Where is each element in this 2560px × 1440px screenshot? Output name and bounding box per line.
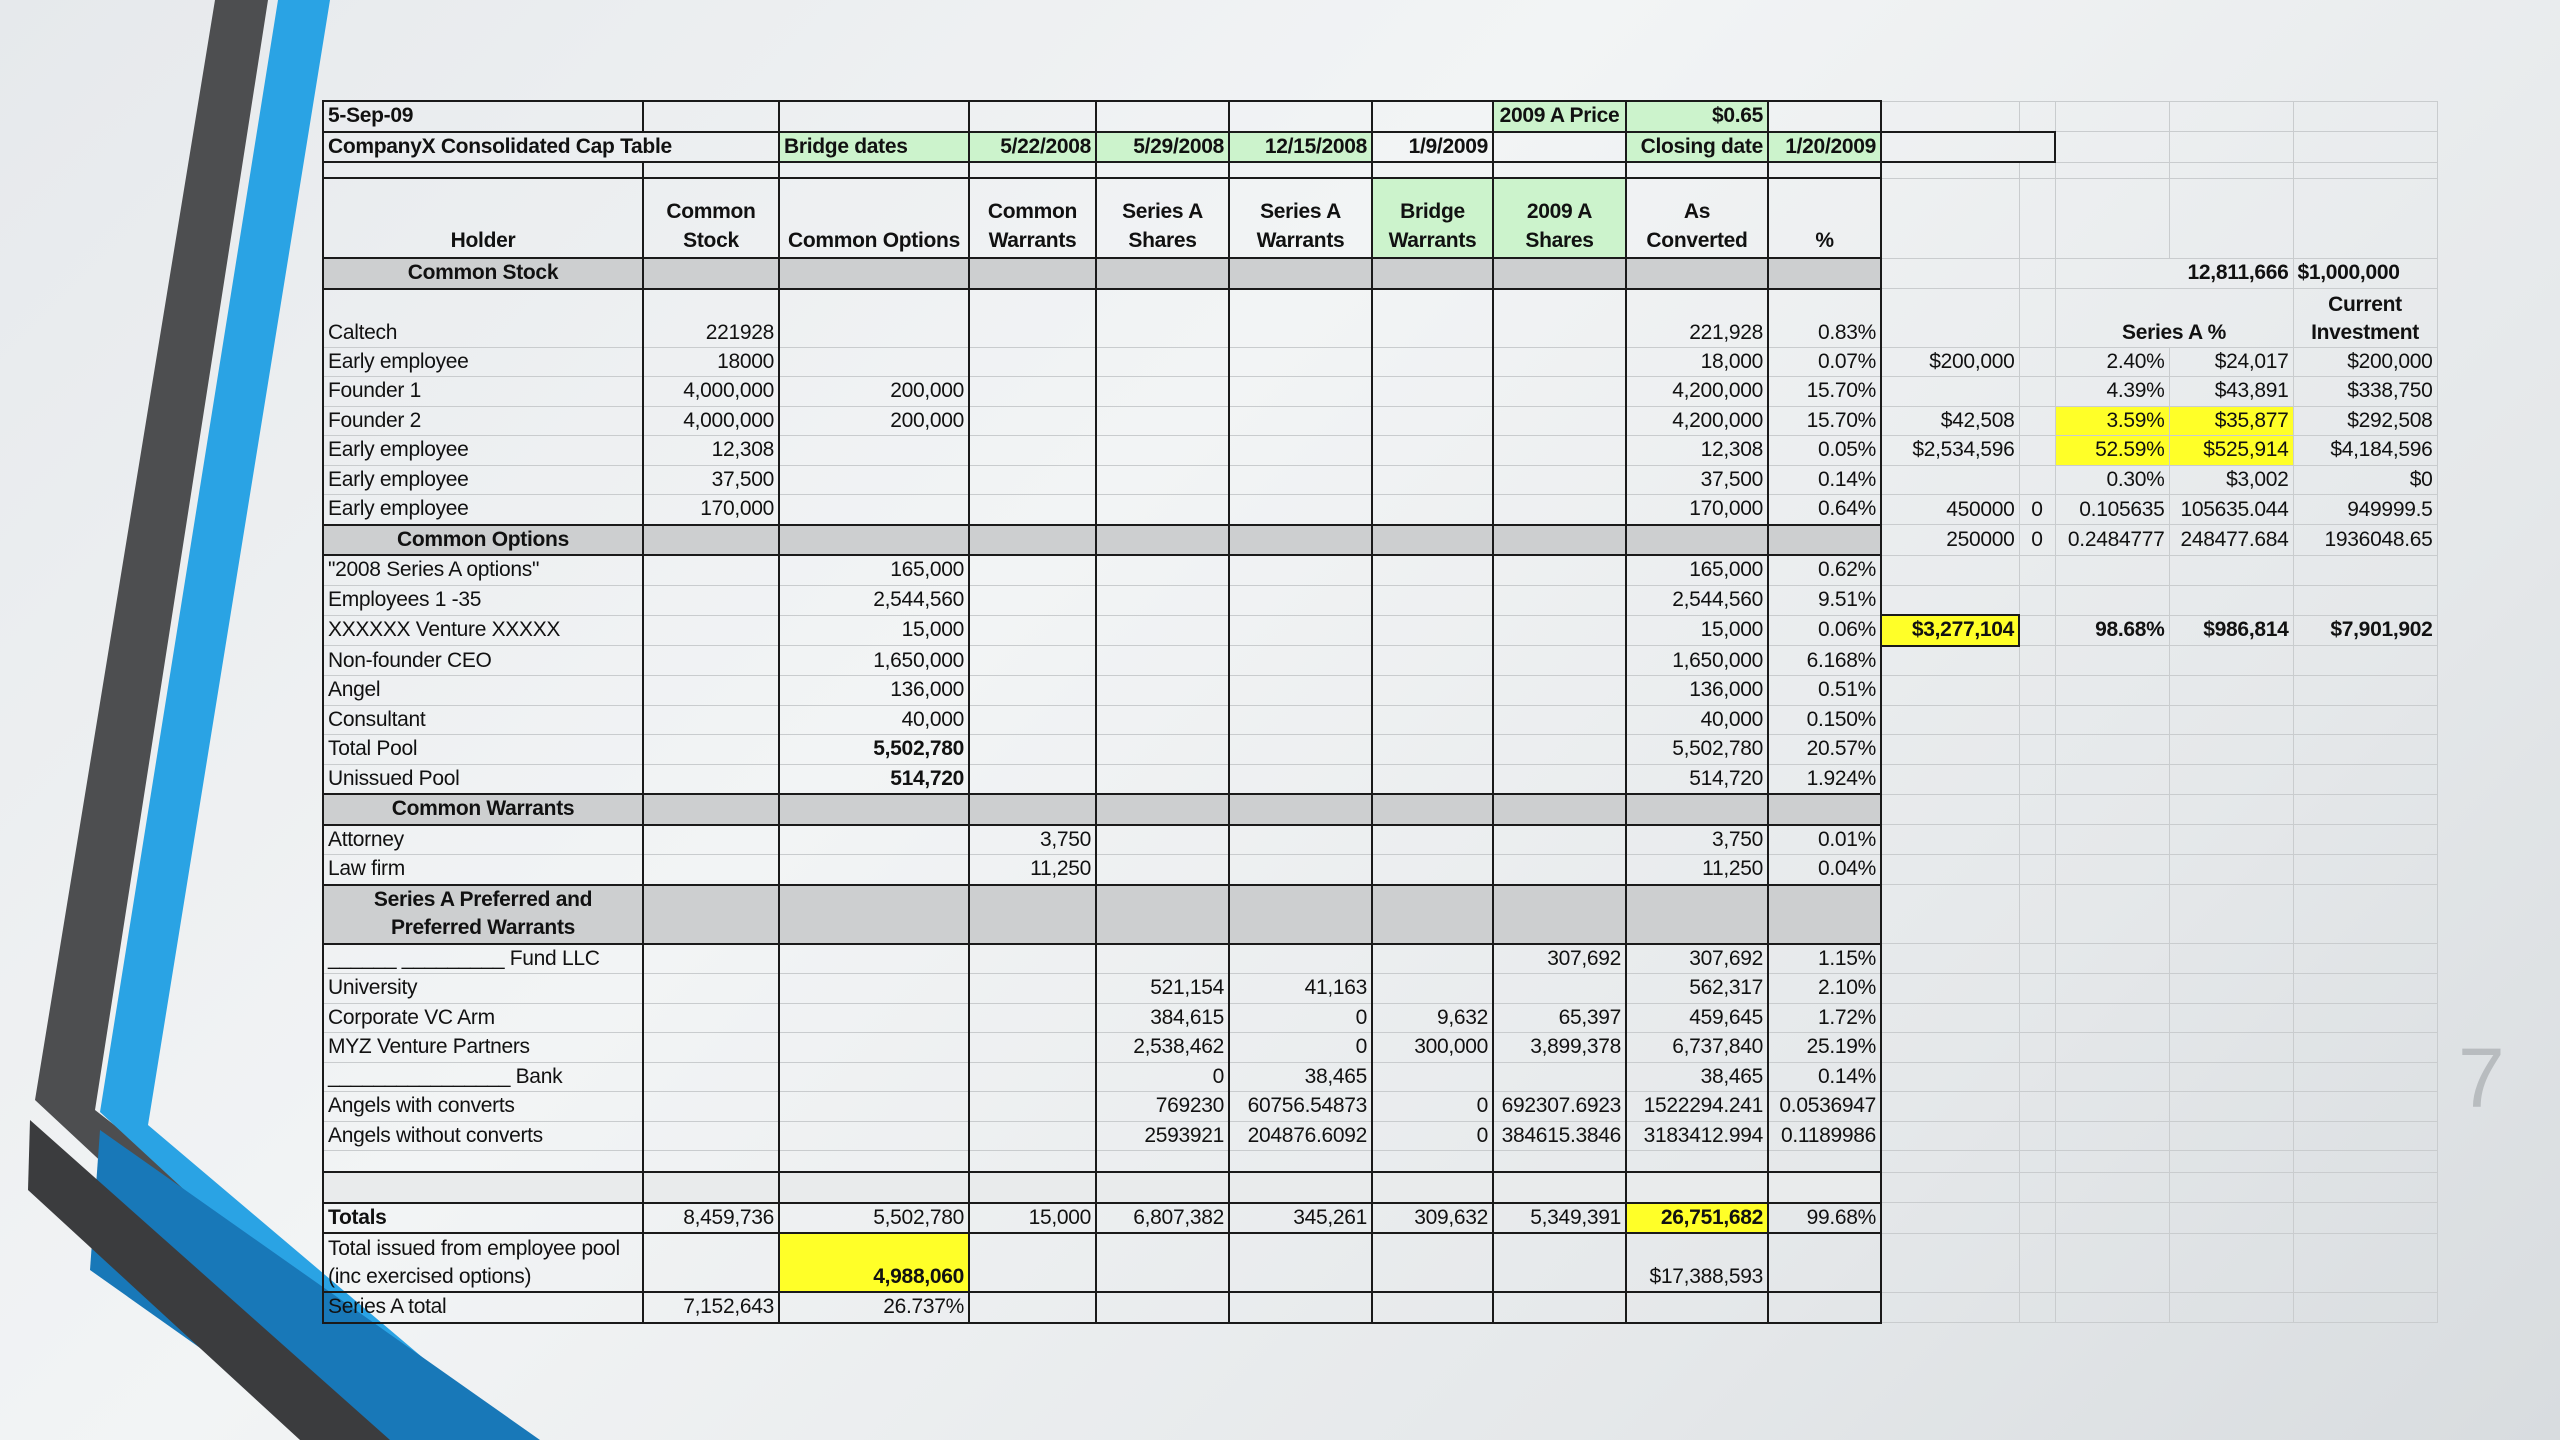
totals-row: Totals 8,459,736 5,502,780 15,000 6,807,382 345,261 309,632 5,349,391 26,751,682 99.68% bbox=[323, 1203, 2437, 1234]
table-row: Attorney 3,750 3,750 0.01% bbox=[323, 825, 2437, 855]
section-header: Common Warrants bbox=[323, 794, 2437, 825]
table-row: University 521,154 41,163 562,317 2.10% bbox=[323, 974, 2437, 1004]
table-row: Early employee 18000 18,000 0.07% $200,000 2.40% $24,017 $200,000 bbox=[323, 347, 2437, 377]
cap-table-sheet bbox=[322, 100, 2438, 1324]
section-common-stock: Common Stock 12,811,666 $1,000,000 bbox=[323, 258, 2437, 289]
section-header: Series A Preferred and Preferred Warrants bbox=[323, 885, 2437, 944]
table-row: XXXXXX Venture XXXXX 15,000 15,000 0.06% $3,277,104 98.68% $986,814 $7,901,902 bbox=[323, 615, 2437, 646]
table-row: ________________ Bank 0 38,465 38,465 0.14% bbox=[323, 1062, 2437, 1092]
closing-date: 1/20/2009 bbox=[1768, 132, 1881, 163]
table-row: Angels with converts 769230 60756.54873 0 692307.6923 1522294.241 0.0536947 bbox=[323, 1092, 2437, 1122]
table-row: Angel 136,000 136,000 0.51% bbox=[323, 676, 2437, 706]
table-row: Early employee 37,500 37,500 0.14% 0.30% $3,002 $0 bbox=[323, 465, 2437, 495]
cap-table bbox=[322, 100, 2438, 1324]
table-row: Angels without converts 2593921 204876.6092 0 384615.3846 3183412.994 0.1189986 bbox=[323, 1121, 2437, 1151]
table-row: Corporate VC Arm 384,615 0 9,632 65,397 459,645 1.72% bbox=[323, 1003, 2437, 1033]
section-header: Common Options 250000 0 0.2484777 248477.684 1936048.65 bbox=[323, 525, 2437, 556]
table-row: Founder 2 4,000,000 200,000 4,200,000 15.70% $42,508 3.59% $35,877 $292,508 bbox=[323, 406, 2437, 436]
closing-date-label: Closing date bbox=[1626, 132, 1768, 163]
issued-row: Total issued from employee pool (inc exercised options) 4,988,060 $17,388,593 bbox=[323, 1233, 2437, 1292]
sheet-date: 5-Sep-09 bbox=[323, 101, 643, 132]
price-label: 2009 A Price bbox=[1493, 101, 1626, 132]
table-row: Consultant 40,000 40,000 0.150% bbox=[323, 705, 2437, 735]
table-row: Non-founder CEO 1,650,000 1,650,000 6.168% bbox=[323, 646, 2437, 676]
slide-number: 7 bbox=[2458, 1031, 2505, 1125]
series-a-total-row: Series A total 7,152,643 26.737% bbox=[323, 1292, 2437, 1323]
table-row: "2008 Series A options" 165,000 165,000 0.62% bbox=[323, 555, 2437, 585]
table-row: Founder 1 4,000,000 200,000 4,200,000 15.70% 4.39% $43,891 $338,750 bbox=[323, 377, 2437, 407]
sheet-title: CompanyX Consolidated Cap Table bbox=[323, 132, 779, 163]
bridge-dates-label: Bridge dates bbox=[779, 132, 969, 163]
table-row: Early employee 170,000 170,000 0.64% 450000 0 0.105635 105635.044 949999.5 bbox=[323, 495, 2437, 525]
price-value: $0.65 bbox=[1626, 101, 1768, 132]
title-row bbox=[323, 101, 2437, 132]
table-row: Caltech 221928 221,928 0.83% Series A % Current Investment bbox=[323, 289, 2437, 348]
column-headers: Holder Common Stock Common Options Common Warrants Series A Shares Series A Warrants Bridge Warrants 2009 A Shares As Converted % bbox=[323, 178, 2437, 258]
table-row: Early employee 12,308 12,308 0.05% $2,534,596 52.59% $525,914 $4,184,596 bbox=[323, 436, 2437, 466]
table-row: ______ _________ Fund LLC 307,692 307,692 1.15% bbox=[323, 944, 2437, 974]
table-row: MYZ Venture Partners 2,538,462 0 300,000 3,899,378 6,737,840 25.19% bbox=[323, 1033, 2437, 1063]
table-row: Law firm 11,250 11,250 0.04% bbox=[323, 855, 2437, 885]
subtitle-row: CompanyX Consolidated Cap Table Bridge dates 5/22/2008 5/29/2008 12/15/2008 1/9/2009 Closing date 1/20/2009 bbox=[323, 132, 2437, 163]
table-row: Total Pool 5,502,780 5,502,780 20.57% bbox=[323, 735, 2437, 765]
table-row: Unissued Pool 514,720 514,720 1.924% bbox=[323, 764, 2437, 794]
table-row: Employees 1 -35 2,544,560 2,544,560 9.51% bbox=[323, 585, 2437, 615]
